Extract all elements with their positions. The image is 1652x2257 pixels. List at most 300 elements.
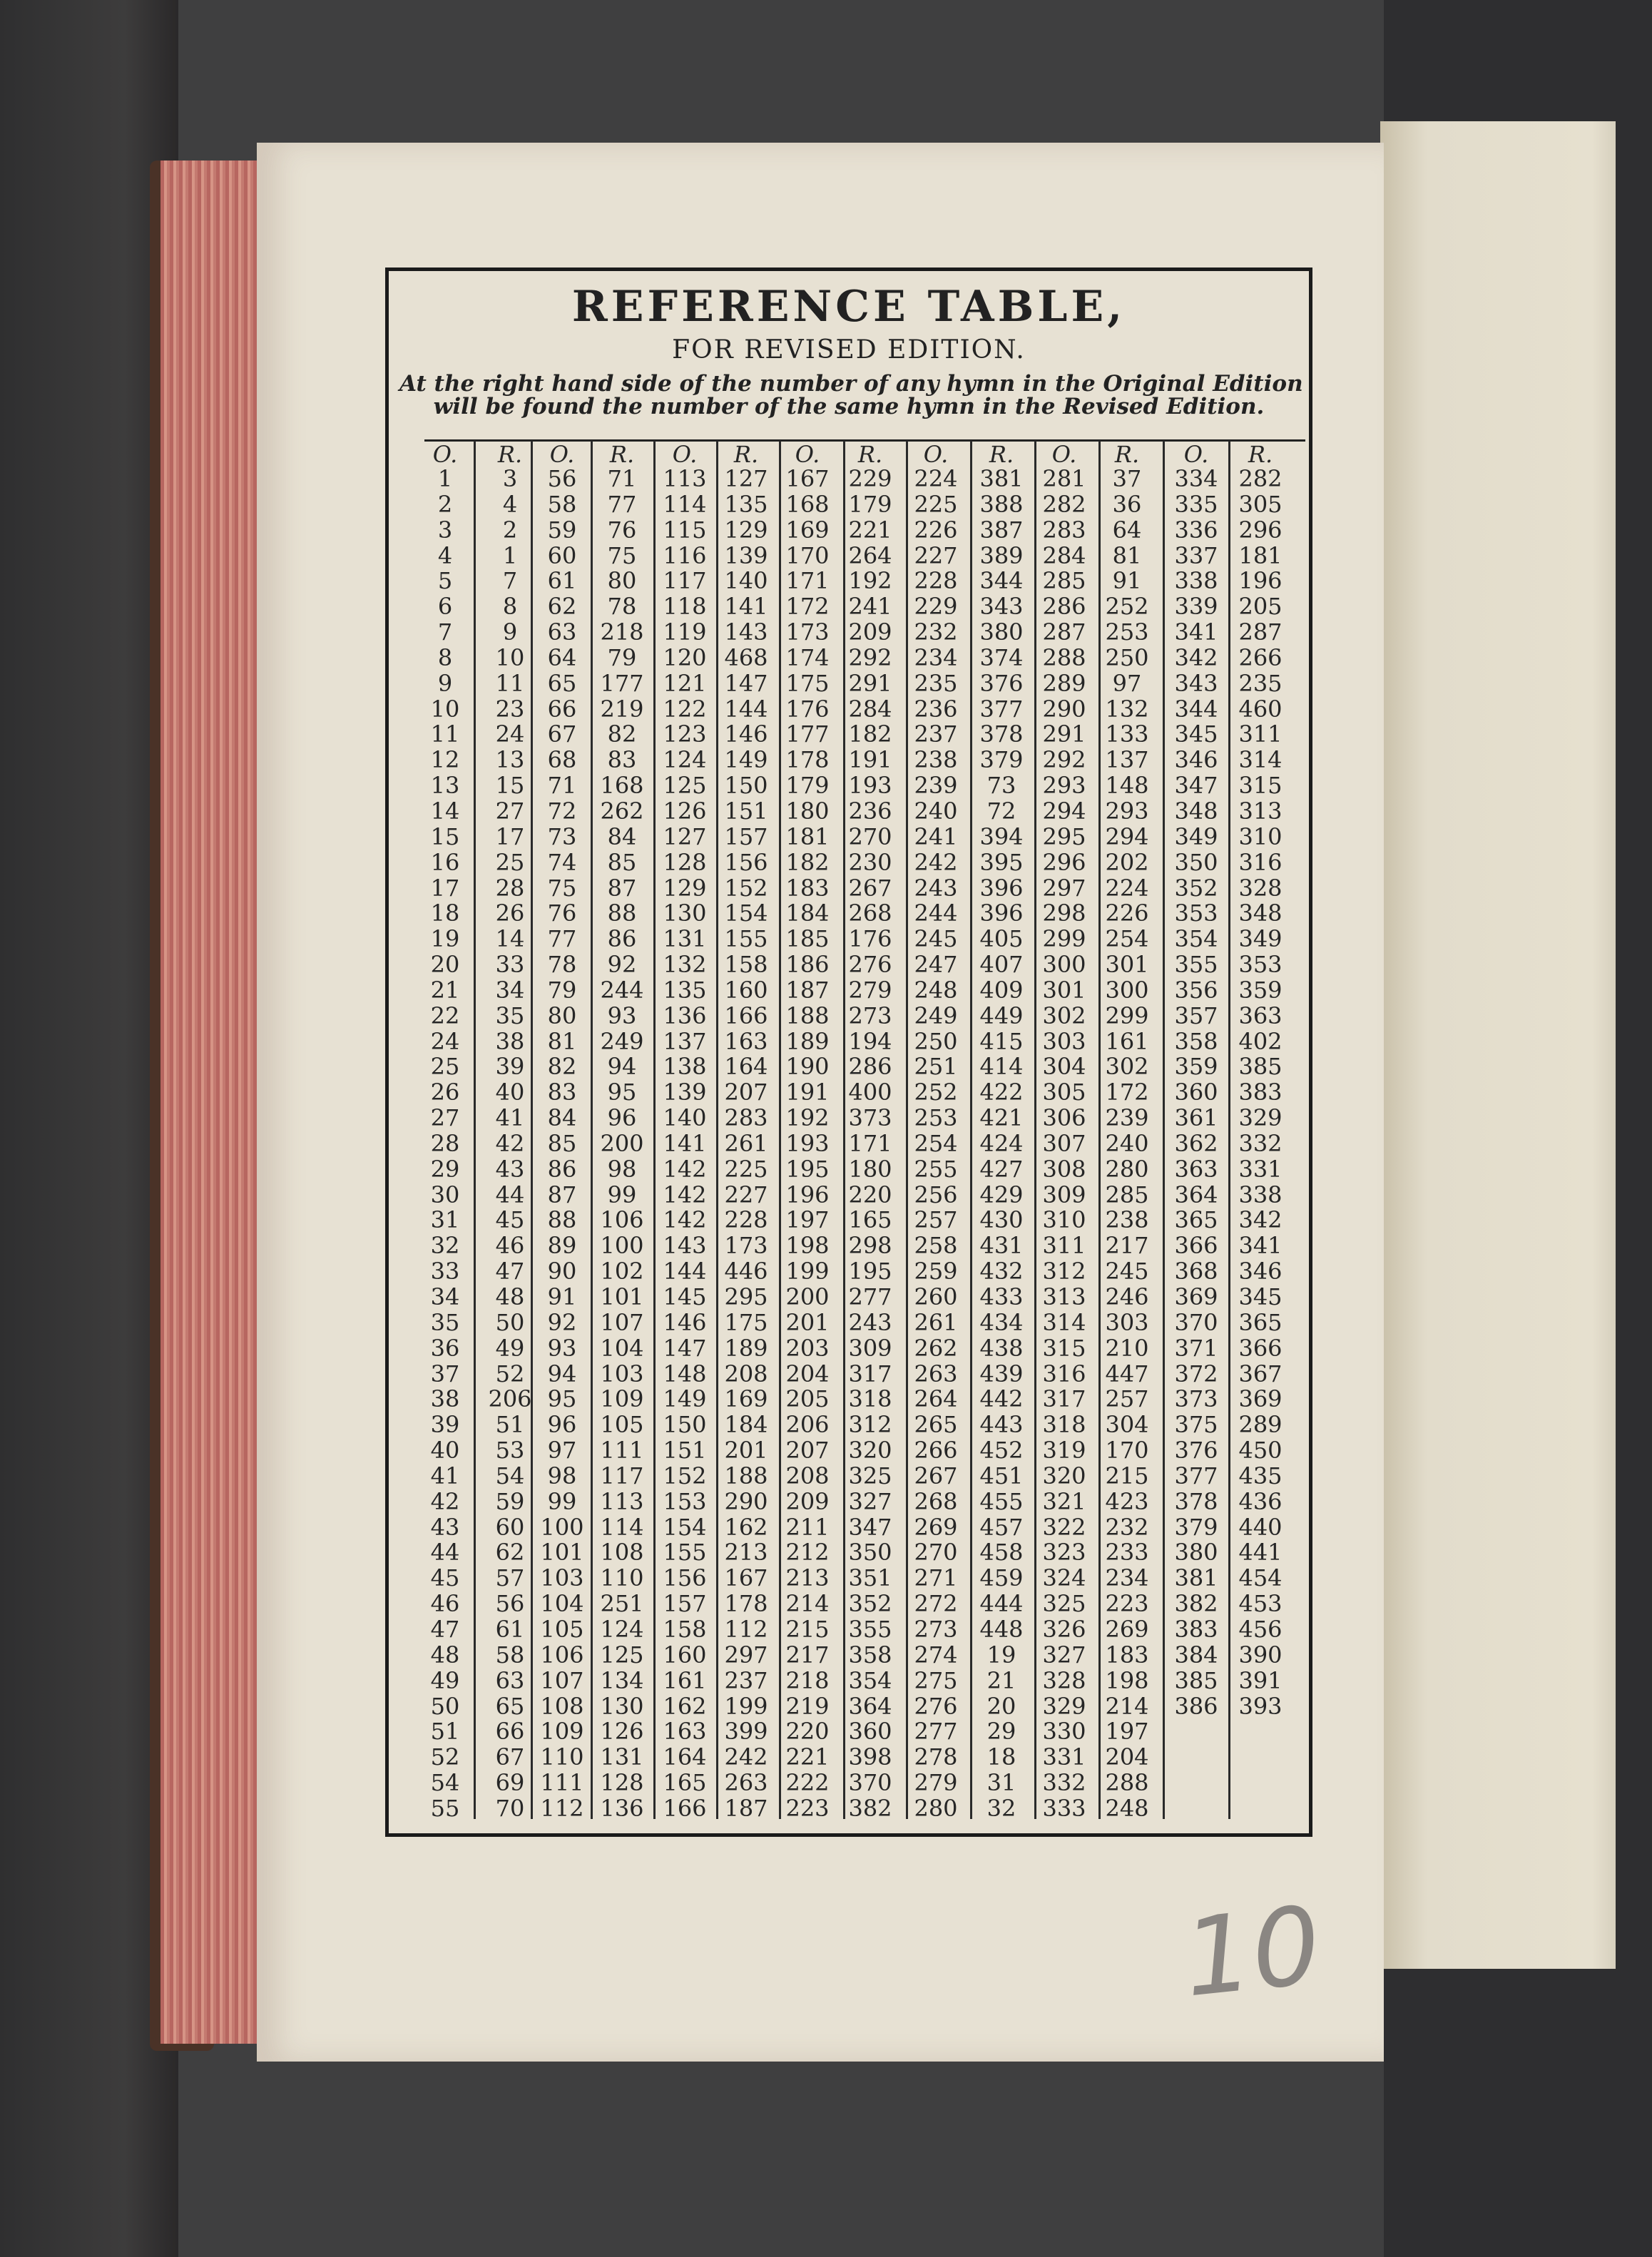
table-cell: 140 xyxy=(663,1104,707,1132)
table-cell: 317 xyxy=(1042,1385,1086,1413)
table-cell: 101 xyxy=(600,1283,644,1310)
table-cell: 242 xyxy=(724,1743,768,1771)
column-header: R. xyxy=(733,441,759,468)
table-cell: 97 xyxy=(1112,669,1142,697)
table-column xyxy=(1231,442,1290,1719)
table-cell: 199 xyxy=(785,1258,830,1285)
table-cell: 269 xyxy=(914,1513,958,1541)
table-cell: 44 xyxy=(430,1539,460,1566)
table-cell: 273 xyxy=(914,1615,958,1643)
table-column xyxy=(1097,442,1157,1822)
table-cell: 266 xyxy=(914,1437,958,1464)
table-cell: 329 xyxy=(1042,1692,1086,1720)
table-cell: 218 xyxy=(600,618,644,646)
table-cell: 204 xyxy=(785,1360,830,1387)
table-cell: 361 xyxy=(1174,1104,1218,1132)
table-cell: 28 xyxy=(495,874,525,902)
table-cell: 30 xyxy=(430,1181,460,1208)
table-cell: 145 xyxy=(663,1283,707,1310)
table-cell: 168 xyxy=(600,772,644,800)
table-cell: 136 xyxy=(600,1794,644,1822)
table-cell: 433 xyxy=(979,1283,1024,1310)
table-cell: 225 xyxy=(724,1155,768,1183)
column-header: O. xyxy=(1051,441,1077,468)
table-cell: 214 xyxy=(785,1590,830,1618)
table-cell: 42 xyxy=(495,1129,525,1157)
table-cell: 255 xyxy=(914,1155,958,1183)
table-cell: 347 xyxy=(848,1513,892,1541)
table-cell: 291 xyxy=(848,669,892,697)
table-cell: 88 xyxy=(547,1206,577,1234)
table-cell: 385 xyxy=(1238,1053,1283,1081)
table-cell: 363 xyxy=(1238,1002,1283,1029)
table-cell: 339 xyxy=(1174,593,1218,621)
table-cell: 185 xyxy=(785,925,830,953)
table-cell: 64 xyxy=(547,643,577,671)
table-cell: 35 xyxy=(495,1002,525,1029)
table-cell: 402 xyxy=(1238,1027,1283,1055)
table-cell: 157 xyxy=(724,822,768,850)
table-cell: 84 xyxy=(607,822,637,850)
table-cell: 197 xyxy=(785,1206,830,1234)
table-cell: 306 xyxy=(1042,1104,1086,1132)
table-cell: 50 xyxy=(495,1308,525,1336)
column-header: R. xyxy=(497,441,523,468)
column-header: O. xyxy=(795,441,820,468)
table-cell: 124 xyxy=(600,1615,644,1643)
table-cell: 57 xyxy=(495,1564,525,1592)
table-cell: 353 xyxy=(1174,900,1218,927)
table-cell: 175 xyxy=(724,1308,768,1336)
table-cell: 131 xyxy=(663,925,707,953)
table-cell: 123 xyxy=(663,720,707,748)
table-cell: 341 xyxy=(1238,1232,1283,1260)
table-cell: 120 xyxy=(663,643,707,671)
table-cell: 24 xyxy=(495,720,525,748)
table-cell: 99 xyxy=(547,1487,577,1515)
table-cell: 135 xyxy=(724,490,768,518)
table-cell: 374 xyxy=(979,643,1024,671)
table-cell: 127 xyxy=(663,822,707,850)
table-cell: 204 xyxy=(1105,1743,1149,1771)
table-cell: 251 xyxy=(914,1053,958,1081)
table-cell: 355 xyxy=(848,1615,892,1643)
table-cell: 328 xyxy=(1042,1666,1086,1694)
table-cell: 73 xyxy=(986,772,1016,800)
table-cell: 341 xyxy=(1174,618,1218,646)
table-cell: 422 xyxy=(979,1079,1024,1106)
table-cell: 60 xyxy=(495,1513,525,1541)
table-cell: 66 xyxy=(547,695,577,723)
table-cell: 189 xyxy=(785,1027,830,1055)
table-cell: 11 xyxy=(430,720,460,748)
table-cell: 372 xyxy=(1174,1360,1218,1387)
table-cell: 46 xyxy=(495,1232,525,1260)
table-cell: 288 xyxy=(1105,1769,1149,1797)
table-cell: 438 xyxy=(979,1334,1024,1362)
table-cell: 192 xyxy=(785,1104,830,1132)
table-cell: 205 xyxy=(785,1385,830,1413)
table-cell: 27 xyxy=(430,1104,460,1132)
table-cell: 27 xyxy=(495,797,525,825)
table-cell: 102 xyxy=(600,1258,644,1285)
table-cell: 108 xyxy=(600,1539,644,1566)
table-cell: 139 xyxy=(663,1079,707,1106)
table-cell: 186 xyxy=(785,951,830,979)
table-cell: 380 xyxy=(979,618,1024,646)
table-cell: 232 xyxy=(914,618,958,646)
table-cell: 236 xyxy=(848,797,892,825)
table-cell: 8 xyxy=(502,593,518,621)
table-cell: 265 xyxy=(914,1411,958,1439)
table-cell: 196 xyxy=(1238,567,1283,595)
table-cell: 283 xyxy=(724,1104,768,1132)
table-cell: 367 xyxy=(1238,1360,1283,1387)
table-cell: 378 xyxy=(979,720,1024,748)
table-cell: 29 xyxy=(986,1718,1016,1746)
table-cell: 331 xyxy=(1238,1155,1283,1183)
table-cell: 460 xyxy=(1238,695,1283,723)
table-cell: 308 xyxy=(1042,1155,1086,1183)
table-cell: 150 xyxy=(663,1411,707,1439)
table-cell: 263 xyxy=(724,1769,768,1797)
table-cell: 277 xyxy=(914,1718,958,1746)
table-cell: 257 xyxy=(1105,1385,1149,1413)
table-cell: 89 xyxy=(547,1232,577,1260)
table-cell: 85 xyxy=(547,1129,577,1157)
table-cell: 240 xyxy=(914,797,958,825)
table-cell: 78 xyxy=(607,593,637,621)
table-cell: 261 xyxy=(914,1308,958,1336)
table-cell: 318 xyxy=(848,1385,892,1413)
page-edges xyxy=(160,161,260,2044)
table-cell: 77 xyxy=(607,490,637,518)
table-cell: 51 xyxy=(430,1718,460,1746)
table-cell: 295 xyxy=(724,1283,768,1310)
table-cell: 158 xyxy=(663,1615,707,1643)
table-cell: 24 xyxy=(430,1027,460,1055)
table-cell: 18 xyxy=(986,1743,1016,1771)
table-cell: 166 xyxy=(724,1002,768,1029)
table-cell: 111 xyxy=(600,1437,644,1464)
table-cell: 381 xyxy=(979,465,1024,492)
table-cell: 295 xyxy=(1042,822,1086,850)
table-column xyxy=(656,442,713,1822)
table-cell: 3 xyxy=(437,516,453,544)
table-cell: 415 xyxy=(979,1027,1024,1055)
table-cell: 34 xyxy=(430,1283,460,1310)
facing-page xyxy=(1380,121,1616,1969)
table-cell: 108 xyxy=(540,1692,584,1720)
table-cell: 14 xyxy=(430,797,460,825)
table-cell: 113 xyxy=(600,1487,644,1515)
table-cell: 1 xyxy=(502,541,518,569)
table-cell: 128 xyxy=(600,1769,644,1797)
table-cell: 297 xyxy=(724,1641,768,1668)
table-cell: 249 xyxy=(914,1002,958,1029)
table-cell: 171 xyxy=(848,1129,892,1157)
table-cell: 313 xyxy=(1238,797,1283,825)
table-cell: 346 xyxy=(1238,1258,1283,1285)
table-cell: 157 xyxy=(663,1590,707,1618)
table-cell: 210 xyxy=(1105,1334,1149,1362)
table-cell: 92 xyxy=(547,1308,577,1336)
table-cell: 44 xyxy=(495,1181,525,1208)
table-cell: 46 xyxy=(430,1590,460,1618)
table-cell: 135 xyxy=(663,976,707,1004)
table-cell: 143 xyxy=(724,618,768,646)
table-cell: 99 xyxy=(607,1181,637,1208)
table-cell: 141 xyxy=(663,1129,707,1157)
table-cell: 224 xyxy=(914,465,958,492)
table-cell: 388 xyxy=(979,490,1024,518)
table-cell: 111 xyxy=(540,1769,584,1797)
table-cell: 383 xyxy=(1174,1615,1218,1643)
table-cell: 118 xyxy=(663,593,707,621)
table-cell: 244 xyxy=(914,900,958,927)
table-cell: 183 xyxy=(1105,1641,1149,1668)
table-cell: 76 xyxy=(607,516,637,544)
table-cell: 280 xyxy=(914,1794,958,1822)
table-cell: 40 xyxy=(430,1437,460,1464)
table-cell: 80 xyxy=(607,567,637,595)
table-cell: 180 xyxy=(848,1155,892,1183)
table-cell: 276 xyxy=(848,951,892,979)
table-cell: 16 xyxy=(430,848,460,876)
table-cell: 71 xyxy=(607,465,637,492)
table-cell: 4 xyxy=(502,490,518,518)
table-cell: 276 xyxy=(914,1692,958,1720)
table-cell: 232 xyxy=(1105,1513,1149,1541)
table-cell: 389 xyxy=(979,541,1024,569)
table-cell: 191 xyxy=(848,746,892,774)
table-cell: 325 xyxy=(1042,1590,1086,1618)
table-column xyxy=(718,442,775,1822)
table-cell: 199 xyxy=(724,1692,768,1720)
table-cell: 146 xyxy=(724,720,768,748)
table-cell: 25 xyxy=(495,848,525,876)
table-cell: 235 xyxy=(1238,669,1283,697)
table-cell: 110 xyxy=(600,1564,644,1592)
table-cell: 458 xyxy=(979,1539,1024,1566)
table-cell: 271 xyxy=(914,1564,958,1592)
table-cell: 245 xyxy=(1105,1258,1149,1285)
table-cell: 277 xyxy=(848,1283,892,1310)
table-cell: 19 xyxy=(430,925,460,953)
table-cell: 56 xyxy=(547,465,577,492)
table-cell: 364 xyxy=(848,1692,892,1720)
table-cell: 405 xyxy=(979,925,1024,953)
table-cell: 382 xyxy=(1174,1590,1218,1618)
table-cell: 20 xyxy=(986,1692,1016,1720)
table-cell: 364 xyxy=(1174,1181,1218,1208)
table-cell: 169 xyxy=(785,516,830,544)
table-cell: 52 xyxy=(430,1743,460,1771)
table-cell: 379 xyxy=(979,746,1024,774)
table-cell: 158 xyxy=(724,951,768,979)
table-cell: 20 xyxy=(430,951,460,979)
table-cell: 293 xyxy=(1042,772,1086,800)
table-cell: 207 xyxy=(785,1437,830,1464)
table-cell: 322 xyxy=(1042,1513,1086,1541)
table-cell: 110 xyxy=(540,1743,584,1771)
table-cell: 235 xyxy=(914,669,958,697)
table-cell: 287 xyxy=(1238,618,1283,646)
table-cell: 5 xyxy=(437,567,453,595)
table-column xyxy=(779,442,836,1822)
table-cell: 191 xyxy=(785,1079,830,1106)
table-cell: 12 xyxy=(430,746,460,774)
table-cell: 303 xyxy=(1042,1027,1086,1055)
table-cell: 354 xyxy=(1174,925,1218,953)
table-cell: 268 xyxy=(914,1487,958,1515)
table-cell: 264 xyxy=(848,541,892,569)
table-cell: 302 xyxy=(1042,1002,1086,1029)
table-cell: 315 xyxy=(1042,1334,1086,1362)
table-cell: 346 xyxy=(1174,746,1218,774)
table-cell: 208 xyxy=(724,1360,768,1387)
table-cell: 175 xyxy=(785,669,830,697)
table-cell: 327 xyxy=(848,1487,892,1515)
table-cell: 452 xyxy=(979,1437,1024,1464)
table-cell: 100 xyxy=(600,1232,644,1260)
instruction-line-2: will be found the number of the same hymn in the Revised Edition. xyxy=(433,394,1265,419)
table-cell: 155 xyxy=(663,1539,707,1566)
table-cell: 369 xyxy=(1238,1385,1283,1413)
table-cell: 85 xyxy=(607,848,637,876)
table-cell: 220 xyxy=(848,1181,892,1208)
table-cell: 394 xyxy=(979,822,1024,850)
table-cell: 54 xyxy=(430,1769,460,1797)
column-header: R. xyxy=(609,441,635,468)
table-cell: 358 xyxy=(1174,1027,1218,1055)
table-cell: 10 xyxy=(495,643,525,671)
table-cell: 1 xyxy=(437,465,453,492)
table-cell: 209 xyxy=(848,618,892,646)
table-cell: 63 xyxy=(547,618,577,646)
table-cell: 373 xyxy=(1174,1385,1218,1413)
table-cell: 59 xyxy=(495,1487,525,1515)
column-header: R. xyxy=(989,441,1014,468)
table-cell: 86 xyxy=(607,925,637,953)
table-column xyxy=(906,442,966,1822)
table-cell: 153 xyxy=(663,1487,707,1515)
table-cell: 165 xyxy=(848,1206,892,1234)
table-cell: 141 xyxy=(724,593,768,621)
table-cell: 211 xyxy=(785,1513,830,1541)
table-cell: 129 xyxy=(663,874,707,902)
table-cell: 6 xyxy=(437,593,453,621)
table-cell: 134 xyxy=(600,1666,644,1694)
table-cell: 200 xyxy=(785,1283,830,1310)
table-cell: 197 xyxy=(1105,1718,1149,1746)
table-cell: 237 xyxy=(724,1666,768,1694)
table-cell: 161 xyxy=(1105,1027,1149,1055)
table-cell: 312 xyxy=(1042,1258,1086,1285)
table-cell: 236 xyxy=(914,695,958,723)
table-cell: 181 xyxy=(1238,541,1283,569)
table-cell: 205 xyxy=(1238,593,1283,621)
table-cell: 60 xyxy=(547,541,577,569)
table-cell: 284 xyxy=(848,695,892,723)
table-cell: 92 xyxy=(607,951,637,979)
table-cell: 268 xyxy=(848,900,892,927)
table-cell: 318 xyxy=(1042,1411,1086,1439)
table-cell: 105 xyxy=(540,1615,584,1643)
table-cell: 343 xyxy=(1174,669,1218,697)
table-cell: 147 xyxy=(663,1334,707,1362)
table-cell: 299 xyxy=(1042,925,1086,953)
table-cell: 349 xyxy=(1238,925,1283,953)
table-cell: 68 xyxy=(547,746,577,774)
table-cell: 269 xyxy=(1105,1615,1149,1643)
table-cell: 290 xyxy=(1042,695,1086,723)
table-cell: 448 xyxy=(979,1615,1024,1643)
table-cell: 48 xyxy=(495,1283,525,1310)
table-cell: 126 xyxy=(663,797,707,825)
table-cell: 112 xyxy=(724,1615,768,1643)
table-cell: 70 xyxy=(495,1794,525,1822)
table-cell: 93 xyxy=(547,1334,577,1362)
table-cell: 116 xyxy=(663,541,707,569)
table-cell: 252 xyxy=(1105,593,1149,621)
table-cell: 7 xyxy=(502,567,518,595)
table-cell: 43 xyxy=(495,1155,525,1183)
table-cell: 451 xyxy=(979,1462,1024,1489)
table-cell: 113 xyxy=(663,465,707,492)
table-cell: 334 xyxy=(1174,465,1218,492)
table-cell: 468 xyxy=(724,643,768,671)
table-column xyxy=(595,442,649,1822)
table-cell: 125 xyxy=(663,772,707,800)
table-cell: 188 xyxy=(724,1462,768,1489)
table-cell: 365 xyxy=(1174,1206,1218,1234)
table-cell: 280 xyxy=(1105,1155,1149,1183)
table-cell: 93 xyxy=(607,1002,637,1029)
table-cell: 19 xyxy=(986,1641,1016,1668)
table-cell: 154 xyxy=(724,900,768,927)
table-cell: 75 xyxy=(547,874,577,902)
table-cell: 329 xyxy=(1238,1104,1283,1132)
table-cell: 238 xyxy=(914,746,958,774)
table-cell: 206 xyxy=(785,1411,830,1439)
table-cell: 344 xyxy=(979,567,1024,595)
table-column xyxy=(427,442,464,1822)
table-cell: 155 xyxy=(724,925,768,953)
table-cell: 98 xyxy=(607,1155,637,1183)
table-cell: 37 xyxy=(430,1360,460,1387)
table-column xyxy=(535,442,589,1822)
table-cell: 338 xyxy=(1238,1181,1283,1208)
table-cell: 176 xyxy=(785,695,830,723)
table-cell: 43 xyxy=(430,1513,460,1541)
table-cell: 13 xyxy=(495,746,525,774)
table-cell: 137 xyxy=(663,1027,707,1055)
table-cell: 313 xyxy=(1042,1283,1086,1310)
table-cell: 47 xyxy=(495,1258,525,1285)
table-cell: 256 xyxy=(914,1181,958,1208)
table-cell: 238 xyxy=(1105,1206,1149,1234)
table-column xyxy=(1034,442,1094,1822)
table-cell: 221 xyxy=(848,516,892,544)
table-cell: 215 xyxy=(1105,1462,1149,1489)
table-cell: 151 xyxy=(663,1437,707,1464)
table-cell: 315 xyxy=(1238,772,1283,800)
table-cell: 154 xyxy=(663,1513,707,1541)
table-cell: 320 xyxy=(848,1437,892,1464)
table-cell: 316 xyxy=(1042,1360,1086,1387)
page-title: REFERENCE TABLE, xyxy=(571,282,1126,332)
